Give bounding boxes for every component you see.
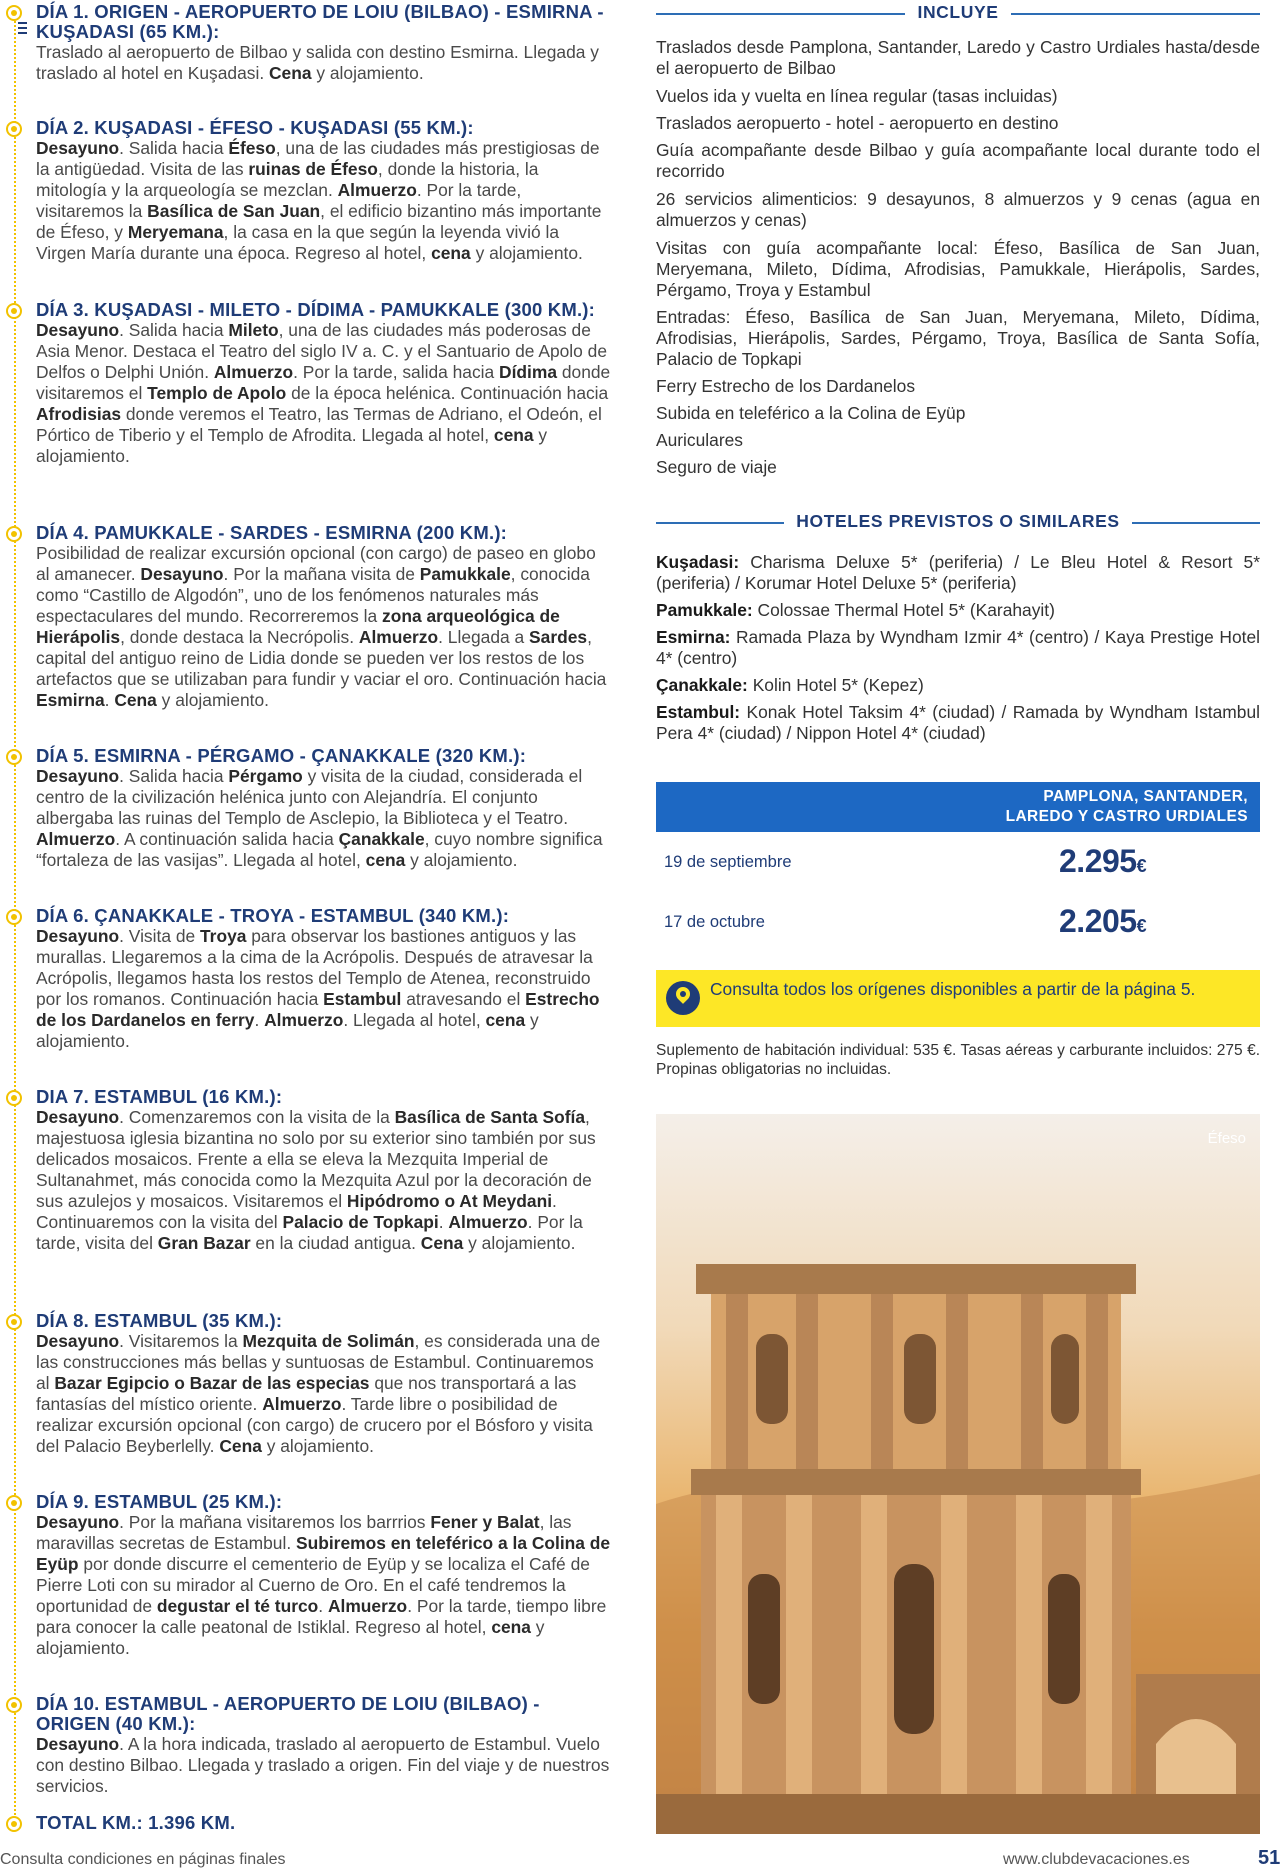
timeline-dot-icon [6, 1697, 22, 1713]
timeline-dot-icon [6, 526, 22, 542]
list-item: Vuelos ida y vuelta en línea regular (tasas incluidas) [656, 86, 1058, 106]
price-header [656, 782, 1260, 832]
total-km [36, 1813, 611, 1833]
timeline-dot-icon [6, 909, 22, 925]
hotel-item [656, 552, 1260, 594]
list-item: Guía acompañante desde Bilbao y guía acompañante local durante todo el recorrido [656, 140, 1260, 181]
timeline-dot-icon [6, 1495, 22, 1511]
day-8 [36, 1311, 611, 1457]
day-5 [36, 746, 611, 871]
list-item: Entradas: Éfeso, Basílica de San Juan, Meryemana, Mileto, Dídima, Afrodisias, Hierápolis, Sardes, Pérgamo, Troya, Basílica de Santa Sofía, Palacio de Topkapi [656, 307, 1260, 369]
footer-conditions: Consulta condiciones en páginas finales [0, 1851, 286, 1868]
list-item: 26 servicios alimenticios: 9 desayunos, 8 almuerzos y 9 cenas (agua en almuerzos y cenas) [656, 189, 1260, 230]
day-text: Desayuno. Salida hacia Éfeso, una de las ciudades más prestigiosas de la antigüedad. Visita de las ruinas de Éfeso, donde la historia, la mitología y la arqueología se mezclan. Almuerzo. Por la tarde, visitaremos la Basílica de San Juan, el edificio bizantino más importante de Éfeso, y Meryemana, la casa en la que según la leyenda vivió la Virgen María durante una época. Regreso al hotel, cena y alojamiento. [36, 138, 602, 263]
timeline-dot-icon [6, 1314, 22, 1330]
price-header-line1: PAMPLONA, SANTANDER, [1043, 788, 1248, 805]
timeline-dot-icon [6, 303, 22, 319]
hotel-city: Estambul: [656, 702, 741, 722]
day-title: DÍA 4. PAMUKKALE - SARDES - ESMIRNA (200 KM.): [36, 522, 508, 543]
list-item: Traslados desde Pamplona, Santander, Laredo y Castro Urdiales hasta/desde el aeropuerto de Bilbao [656, 37, 1260, 78]
menu-icon [18, 22, 27, 34]
day-3 [36, 300, 611, 467]
supplement-note: Suplemento de habitación individual: 535 €. Tasas aéreas y carburante incluidos: 275 €. Propinas obligatorias no incluidas. [656, 1042, 1260, 1078]
hoteles-heading: HOTELES PREVISTOS O SIMILARES [656, 511, 1260, 533]
hotel-city: Kuşadasi: [656, 552, 740, 572]
timeline-dot-icon [6, 121, 22, 137]
day-text: Traslado al aeropuerto de Bilbao y salida con destino Esmirna. Llegada y traslado al hotel en Kuşadasi. Cena y alojamiento. [36, 42, 599, 83]
day-2 [36, 118, 611, 264]
day-title: DÍA 8. ESTAMBUL (35 KM.): [36, 1310, 283, 1331]
timeline-dot-icon [6, 1816, 22, 1832]
map-pin-icon [666, 981, 700, 1015]
hoteles-list [656, 552, 1260, 744]
hotel-item [656, 627, 1260, 669]
day-title: DÍA 9. ESTAMBUL (25 KM.): [36, 1491, 283, 1512]
day-title: DIA 7. ESTAMBUL (16 KM.): [36, 1086, 283, 1107]
hotel-names: Kolin Hotel 5* (Kepez) [752, 675, 924, 695]
day-title: DÍA 2. KUŞADASI - ÉFESO - KUŞADASI (55 KM.): [36, 117, 474, 138]
day-text: Desayuno. Por la mañana visitaremos los barrrios Fener y Balat, las maravillas secretas de Estambul. Subiremos en teleférico a la Colina de Eyüp por donde discurre el cementerio de Eyüp y se localiza el Café de Pierre Loti con su mirador al Cuerno de Oro. En el café tendremos la oportunidad de degustar el té turco. Almuerzo. Por la tarde, tiempo libre para conocer la calle peatonal de Istiklal. Regreso al hotel, cena y alojamiento. [36, 1512, 611, 1658]
list-item: Visitas con guía acompañante local: Éfeso, Basílica de San Juan, Meryemana, Mileto, Dídima, Afrodisias, Pamukkale, Hierápolis, Sardes, Pérgamo, Troya y Estambul [656, 238, 1260, 300]
timeline-dot-icon [6, 749, 22, 765]
footer-website-link[interactable]: www.clubdevacaciones.es [1003, 1851, 1190, 1868]
day-title: DÍA 10. ESTAMBUL - AEROPUERTO DE LOIU (BILBAO) - ORIGEN (40 KM.): [36, 1693, 540, 1734]
hotel-names: Ramada Plaza by Wyndham Izmir 4* (centro) / Kaya Prestige Hotel 4* (centro) [656, 627, 1260, 668]
day-text: Desayuno. Salida hacia Mileto, una de las ciudades más poderosas de Asia Menor. Destaca el Teatro del siglo IV a. C. y el Santuario de Apolo de Delfos o Delphi Unión. Almuerzo. Por la tarde, salida hacia Dídima donde visitaremos el Templo de Apolo de la época helénica. Continuación hacia Afrodisias donde veremos el Teatro, las Termas de Adriano, el Odeón, el Pórtico de Tiberio y el Templo de Afrodita. Llegada al hotel, cena y alojamiento. [36, 320, 611, 466]
price-row [656, 843, 1260, 883]
day-text: Desayuno. Comenzaremos con la visita de la Basílica de Santa Sofía, majestuosa iglesia bizantina no solo por su exterior sino también por sus delicados mosaicos. Frente a ella se eleva la Mezquita Imperial de Sultanahmet, más conocida como la Mezquita Azul por la decoración de sus azulejos y mosaicos. Visitaremos el Hipódromo o At Meydani. Continuaremos con la visita del Palacio de Topkapi. Almuerzo. Por la tarde, visita del Gran Bazar en la ciudad antigua. Cena y alojamiento. [36, 1107, 596, 1253]
hotel-names: Konak Hotel Taksim 4* (ciudad) / Ramada by Wyndham Istambul Pera 4* (ciudad) / Nippon Hotel 4* (ciudad) [656, 702, 1260, 743]
departure-date: 17 de octubre [664, 913, 765, 931]
hotel-names: Charisma Deluxe 5* (periferia) / Le Bleu Hotel & Resort 5* (periferia) / Korumar Hotel Deluxe 5* (periferia) [656, 552, 1260, 593]
day-4 [36, 523, 611, 711]
departure-date: 19 de septiembre [664, 853, 792, 871]
list-item: Seguro de viaje [656, 457, 777, 477]
day-7 [36, 1087, 611, 1254]
price-amount: 2.295€ [1059, 843, 1147, 879]
price-header-line2: LAREDO Y CASTRO URDIALES [1005, 808, 1248, 825]
price-amount: 2.205€ [1059, 903, 1147, 939]
day-title: DÍA 3. KUŞADASI - MILETO - DÍDIMA - PAMUKKALE (300 KM.): [36, 299, 596, 320]
hotel-city: Esmirna: [656, 627, 731, 647]
itinerary-column [0, 0, 615, 1840]
origins-notice [656, 970, 1260, 1027]
page-number: 51 [1258, 1847, 1280, 1869]
list-item: Ferry Estrecho de los Dardanelos [656, 376, 916, 396]
library-of-celsus-illustration [656, 1114, 1260, 1834]
day-title: DÍA 5. ESMIRNA - PÉRGAMO - ÇANAKKALE (320 KM.): [36, 745, 527, 766]
day-1 [36, 2, 611, 84]
day-9 [36, 1492, 611, 1659]
day-title: DÍA 6. ÇANAKKALE - TROYA - ESTAMBUL (340 KM.): [36, 905, 510, 926]
hotel-item [656, 702, 1260, 744]
day-text: Desayuno. Salida hacia Pérgamo y visita de la ciudad, considerada el centro de la civilización helénica junto con Alejandría. El conjunto albergaba las ruinas del Templo de Asclepio, la Biblioteca y el Teatro. Almuerzo. A continuación salida hacia Çanakkale, cuyo nombre significa “fortaleza de las vasijas”. Llegada al hotel, cena y alojamiento. [36, 766, 603, 870]
total-km-title: TOTAL KM.: 1.396 KM. [36, 1812, 236, 1833]
day-text: Desayuno. Visitaremos la Mezquita de Solimán, es considerada una de las construcciones más bellas y suntuosas de Estambul. Continuaremos al Bazar Egipcio o Bazar de las especias que nos transportará a las fantasías del místico oriente. Almuerzo. Tarde libre o posibilidad de realizar excursión opcional (con cargo) de crucero por el Bósforo y visita del Palacio Beyberlelly. Cena y alojamiento. [36, 1331, 601, 1456]
timeline-dot-icon [6, 1090, 22, 1106]
day-text: Desayuno. A la hora indicada, traslado al aeropuerto de Estambul. Vuelo con destino Bilbao. Llegada y traslado a origen. Fin del viaje y de nuestros servicios. [36, 1734, 610, 1796]
list-item: Traslados aeropuerto - hotel - aeropuerto en destino [656, 113, 1059, 133]
hotel-city: Pamukkale: [656, 600, 753, 620]
day-title: DÍA 1. ORIGEN - AEROPUERTO DE LOIU (BILBAO) - ESMIRNA - KUŞADASI (65 KM.): [36, 1, 604, 42]
hotel-item [656, 600, 1260, 621]
origins-notice-text: Consulta todos los orígenes disponibles a partir de la página 5. [710, 979, 1196, 999]
day-text: Posibilidad de realizar excursión opcional (con cargo) de paseo en globo al amanecer. Desayuno. Por la mañana visita de Pamukkale, conocida como “Castillo de Algodón”, uno de los fenómenos naturales más espectaculares del mundo. Recorreremos la zona arqueológica de Hierápolis, donde destaca la Necrópolis. Almuerzo. Llegada a Sardes, capital del antiguo reino de Lidia donde se pueden ver los restos de los artefactos que se utilizaban para fundir y vaciar el oro. Continuación hacia Esmirna. Cena y alojamiento. [36, 543, 607, 710]
photo-caption: Éfeso [1207, 1130, 1246, 1147]
hotel-item [656, 675, 1260, 696]
day-6 [36, 906, 611, 1052]
day-text: Desayuno. Visita de Troya para observar los bastiones antiguos y las murallas. Llegaremos a la cima de la Acrópolis. Después de atravesar la Acrópolis, llegamos hasta los restos del Templo de Atenea, reconstruido por los romanos. Continuación hacia Estambul atravesando el Estrecho de los Dardanelos en ferry. Almuerzo. Llegada al hotel, cena y alojamiento. [36, 926, 600, 1051]
hotel-names: Colossae Thermal Hotel 5* (Karahayit) [757, 600, 1055, 620]
timeline-dot-icon [6, 5, 22, 21]
ephesus-photo [656, 1114, 1260, 1834]
day-10 [36, 1694, 611, 1797]
incluye-heading: INCLUYE [656, 2, 1260, 24]
list-item: Auriculares [656, 430, 743, 450]
hotel-city: Çanakkale: [656, 675, 748, 695]
price-row [656, 903, 1260, 943]
incluye-list [656, 37, 1260, 478]
list-item: Subida en teleférico a la Colina de Eyüp [656, 403, 966, 423]
